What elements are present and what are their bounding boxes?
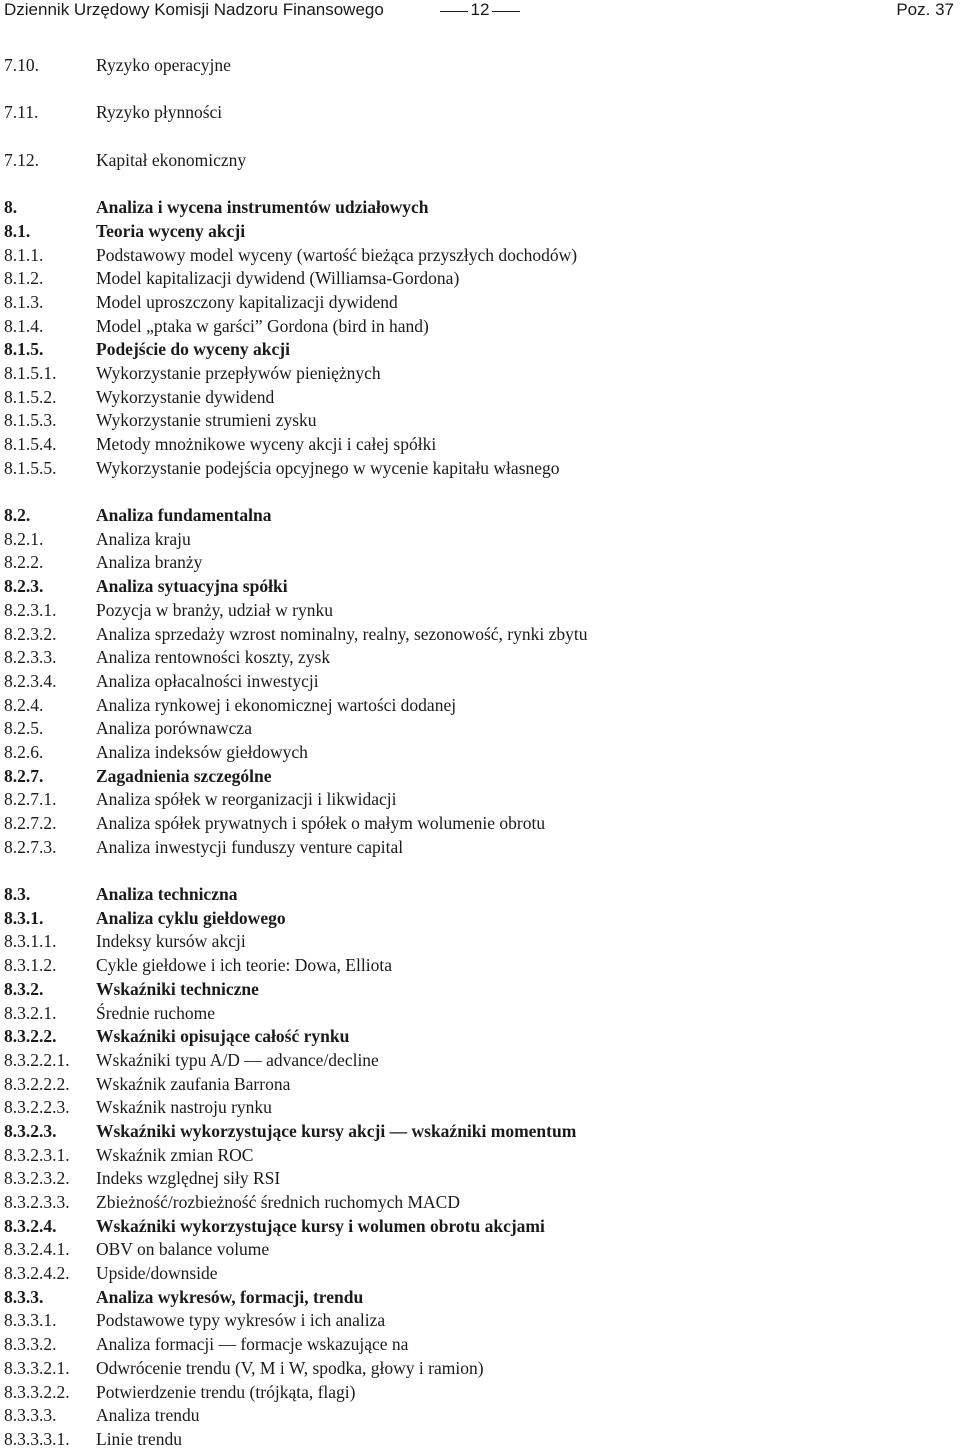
toc-entry-title: Analiza sytuacyjna spółki bbox=[96, 576, 288, 597]
page-header bbox=[0, 0, 960, 24]
journal-title: Dziennik Urzędowy Komisji Nadzoru Finansowego bbox=[4, 0, 384, 19]
toc-entry-number: 8.1.5.2. bbox=[4, 386, 57, 407]
toc-entry-title: Zbieżność/rozbieżność średnich ruchomych MACD bbox=[96, 1192, 460, 1212]
toc-entry bbox=[0, 930, 960, 954]
toc-entry-title: Analiza spółek w reorganizacji i likwidacji bbox=[96, 789, 397, 810]
toc-entry-title: Analiza i wycena instrumentów udziałowych bbox=[96, 197, 429, 218]
toc-entry bbox=[0, 836, 960, 860]
toc-entry-title: Analiza fundamentalna bbox=[96, 505, 272, 526]
toc-entry-number: 8.3.2.4.2. bbox=[4, 1263, 70, 1284]
toc-entry bbox=[0, 386, 960, 410]
toc-entry-number: 8.3.1. bbox=[4, 907, 44, 928]
toc-entry bbox=[0, 338, 960, 362]
toc-entry bbox=[0, 646, 960, 670]
toc-entry-title: Wykorzystanie podejścia opcyjnego w wycenie kapitału własnego bbox=[96, 457, 560, 478]
toc-entry-number: 7.10. bbox=[4, 55, 39, 75]
toc-entry-number: 8.2.3.3. bbox=[4, 647, 57, 668]
toc-entry bbox=[0, 1428, 960, 1452]
toc-entry-number: 8.2.3.2. bbox=[4, 623, 57, 644]
toc-entry-title: Cykle giełdowe i ich teorie: Dowa, Elliota bbox=[96, 955, 392, 976]
toc-entry bbox=[0, 504, 960, 528]
toc-entry bbox=[0, 765, 960, 789]
page-number-dash-right bbox=[492, 11, 520, 12]
toc-entry bbox=[0, 551, 960, 575]
toc-entry-title: Analiza porównawcza bbox=[96, 718, 252, 739]
toc-entry-title: Wskaźniki wykorzystujące kursy i wolumen obrotu akcjami bbox=[96, 1215, 545, 1236]
toc-entry-number: 8.1.5. bbox=[4, 339, 44, 360]
toc-entry bbox=[0, 1025, 960, 1049]
toc-entry bbox=[0, 741, 960, 765]
toc-entry-number: 8.3.3.2.1. bbox=[4, 1357, 70, 1378]
toc-entry-number: 8.2.7.2. bbox=[4, 813, 57, 833]
toc-entry-title: Wskaźnik nastroju rynku bbox=[96, 1097, 272, 1118]
toc-entry-number: 8.2.3. bbox=[4, 576, 44, 597]
toc-entry-number: 8.1.1. bbox=[4, 244, 44, 265]
toc-entry bbox=[0, 220, 960, 244]
toc-entry bbox=[0, 315, 960, 339]
toc-entry-title: Odwrócenie trendu (V, M i W, spodka, głowy i ramion) bbox=[96, 1357, 484, 1378]
toc-entry-number: 8.3.3.1. bbox=[4, 1310, 57, 1331]
toc-entry-title: Wskaźniki opisujące całość rynku bbox=[96, 1026, 350, 1047]
toc-entry bbox=[0, 1144, 960, 1168]
toc-entry bbox=[0, 1049, 960, 1073]
toc-entry-number: 8.3. bbox=[4, 884, 31, 905]
toc-entry-title: Upside/downside bbox=[96, 1263, 218, 1284]
toc-entry bbox=[0, 457, 960, 481]
position-number: Poz. 37 bbox=[896, 0, 954, 19]
toc-entry-number: 8.3.3.2. bbox=[4, 1334, 57, 1355]
toc-entry bbox=[0, 670, 960, 694]
toc-entry-title: Teoria wyceny akcji bbox=[96, 220, 246, 241]
toc-entry-title: Metody mnożnikowe wyceny akcji i całej spółki bbox=[96, 434, 437, 454]
toc-entry bbox=[0, 812, 960, 836]
toc-entry-number: 8. bbox=[4, 197, 18, 218]
toc-entry bbox=[0, 1167, 960, 1191]
toc-entry-title: Linie trendu bbox=[96, 1428, 183, 1449]
toc-entry-number: 8.2.7.3. bbox=[4, 836, 57, 857]
toc-spacer bbox=[0, 125, 960, 149]
toc-entry bbox=[0, 907, 960, 931]
toc-entry-number: 8.2.5. bbox=[4, 718, 44, 739]
toc-entry-number: 8.1.5.3. bbox=[4, 410, 57, 431]
toc-entry bbox=[0, 575, 960, 599]
toc-entry-number: 8.3.2.4.1. bbox=[4, 1239, 70, 1260]
toc-entry bbox=[0, 1238, 960, 1262]
toc-entry-number: 8.1.3. bbox=[4, 291, 44, 312]
toc-entry-number: 8.3.1.1. bbox=[4, 931, 57, 952]
toc-entry bbox=[0, 1002, 960, 1026]
toc-entry-title: Wykorzystanie dywidend bbox=[96, 386, 275, 407]
toc-entry-number: 8.3.2.4. bbox=[4, 1215, 57, 1236]
toc-entry bbox=[0, 1191, 960, 1215]
toc-spacer bbox=[0, 172, 960, 196]
toc-entry-number: 8.1. bbox=[4, 220, 31, 241]
toc-entry-title: Model kapitalizacji dywidend (Williamsa-Gordona) bbox=[96, 268, 460, 289]
toc-entry-number: 8.3.3.3. bbox=[4, 1405, 57, 1426]
toc-entry bbox=[0, 1309, 960, 1333]
toc-entry bbox=[0, 694, 960, 718]
toc-entry-number: 8.2.7. bbox=[4, 765, 44, 786]
toc-entry-number: 8.3.2.2. bbox=[4, 1026, 57, 1047]
toc-entry-title: Analiza kraju bbox=[96, 528, 191, 549]
toc-entry-number: 7.12. bbox=[4, 149, 39, 170]
toc-entry bbox=[0, 54, 960, 78]
toc-entry bbox=[0, 599, 960, 623]
toc-entry-title: Ryzyko operacyjne bbox=[96, 55, 231, 75]
toc-entry-number: 8.1.5.4. bbox=[4, 434, 57, 454]
toc-entry-title: Analiza rynkowej i ekonomicznej wartości dodanej bbox=[96, 694, 457, 715]
toc-entry-title: Analiza opłacalności inwestycji bbox=[96, 670, 319, 691]
toc-entry-title: Wykorzystanie strumieni zysku bbox=[96, 410, 317, 431]
toc-entry-number: 8.2.1. bbox=[4, 528, 44, 549]
toc-entry-number: 8.3.2. bbox=[4, 978, 44, 999]
toc-entry-title: Podejście do wyceny akcji bbox=[96, 339, 290, 360]
toc-entry-number: 8.1.5.5. bbox=[4, 457, 57, 478]
toc-entry-number: 8.3.1.2. bbox=[4, 955, 57, 976]
toc-entry-title: Analiza rentowności koszty, zysk bbox=[96, 647, 331, 668]
table-of-contents bbox=[0, 54, 960, 1452]
toc-entry bbox=[0, 717, 960, 741]
toc-entry-title: Wskaźniki techniczne bbox=[96, 978, 259, 999]
toc-entry bbox=[0, 149, 960, 173]
toc-entry bbox=[0, 1333, 960, 1357]
toc-entry bbox=[0, 883, 960, 907]
toc-spacer bbox=[0, 480, 960, 504]
toc-entry bbox=[0, 362, 960, 386]
toc-entry bbox=[0, 1381, 960, 1405]
toc-entry-title: Analiza sprzedaży wzrost nominalny, realny, sezonowość, rynki zbytu bbox=[96, 623, 588, 644]
toc-entry-number: 8.2.4. bbox=[4, 694, 44, 715]
toc-entry-title: Wskaźnik zaufania Barrona bbox=[96, 1073, 291, 1094]
toc-entry-title: Podstawowy model wyceny (wartość bieżąca przyszłych dochodów) bbox=[96, 244, 578, 265]
toc-entry-title: Analiza cyklu giełdowego bbox=[96, 907, 286, 928]
toc-entry-title: Indeksy kursów akcji bbox=[96, 931, 246, 952]
toc-entry-title: Wskaźniki wykorzystujące kursy akcji — wskaźniki momentum bbox=[96, 1120, 577, 1141]
toc-spacer bbox=[0, 78, 960, 102]
toc-entry-number: 8.3.2.3.1. bbox=[4, 1144, 70, 1165]
toc-entry-number: 8.3.3.3.1. bbox=[4, 1428, 70, 1449]
toc-entry bbox=[0, 1286, 960, 1310]
toc-entry-title: Kapitał ekonomiczny bbox=[96, 149, 247, 170]
toc-entry bbox=[0, 1357, 960, 1381]
toc-entry-title: Model „ptaka w garści” Gordona (bird in hand) bbox=[96, 315, 429, 336]
toc-entry-number: 8.3.2.3.2. bbox=[4, 1168, 70, 1189]
toc-entry-title: OBV on balance volume bbox=[96, 1239, 270, 1260]
toc-entry-title: Wskaźniki typu A/D — advance/decline bbox=[96, 1049, 379, 1070]
toc-entry-number: 8.2.6. bbox=[4, 741, 44, 762]
toc-entry-title: Wskaźnik zmian ROC bbox=[96, 1144, 254, 1165]
toc-entry-title: Ryzyko płynności bbox=[96, 102, 223, 123]
toc-entry-title: Analiza spółek prywatnych i spółek o małym wolumenie obrotu bbox=[96, 813, 546, 833]
toc-entry-number: 8.3.3.2.2. bbox=[4, 1381, 70, 1402]
toc-entry-number: 8.1.5.1. bbox=[4, 362, 57, 383]
toc-entry-number: 8.2.2. bbox=[4, 552, 44, 573]
toc-entry-number: 8.2.3.1. bbox=[4, 599, 57, 620]
toc-entry bbox=[0, 1096, 960, 1120]
toc-entry bbox=[0, 1120, 960, 1144]
toc-entry-title: Indeks względnej siły RSI bbox=[96, 1168, 281, 1189]
toc-entry-number: 8.3.2.3.3. bbox=[4, 1192, 70, 1212]
toc-entry bbox=[0, 1262, 960, 1286]
toc-entry bbox=[0, 1404, 960, 1428]
toc-entry-number: 8.1.2. bbox=[4, 268, 44, 289]
toc-entry bbox=[0, 623, 960, 647]
toc-entry bbox=[0, 1073, 960, 1097]
toc-entry-title: Analiza techniczna bbox=[96, 884, 238, 905]
toc-entry-number: 8.2.7.1. bbox=[4, 789, 57, 810]
toc-entry-title: Analiza wykresów, formacji, trendu bbox=[96, 1286, 364, 1307]
toc-entry-number: 7.11. bbox=[4, 102, 39, 123]
toc-entry bbox=[0, 409, 960, 433]
toc-entry-title: Średnie ruchome bbox=[96, 1002, 216, 1023]
toc-spacer bbox=[0, 859, 960, 883]
toc-entry-number: 8.3.2.1. bbox=[4, 1002, 57, 1023]
toc-entry-number: 8.2.3.4. bbox=[4, 670, 57, 691]
toc-entry bbox=[0, 433, 960, 457]
page-number: 12 bbox=[470, 0, 490, 19]
toc-entry-title: Analiza inwestycji funduszy venture capital bbox=[96, 836, 404, 857]
toc-entry bbox=[0, 978, 960, 1002]
toc-entry-title: Analiza trendu bbox=[96, 1405, 200, 1426]
toc-entry-title: Model uproszczony kapitalizacji dywidend bbox=[96, 291, 398, 312]
toc-entry-number: 8.3.2.2.1. bbox=[4, 1049, 70, 1070]
toc-entry-title: Analiza indeksów giełdowych bbox=[96, 741, 308, 762]
toc-entry-number: 8.2. bbox=[4, 505, 31, 526]
toc-entry-number: 8.3.2.2.3. bbox=[4, 1097, 70, 1118]
toc-entry-title: Analiza formacji — formacje wskazujące na bbox=[96, 1334, 409, 1355]
toc-entry-title: Podstawowe typy wykresów i ich analiza bbox=[96, 1310, 386, 1331]
toc-entry-number: 8.1.4. bbox=[4, 315, 44, 336]
toc-entry bbox=[0, 101, 960, 125]
toc-entry-title: Zagadnienia szczególne bbox=[96, 765, 272, 786]
toc-entry-title: Pozycja w branży, udział w rynku bbox=[96, 599, 333, 620]
toc-entry-number: 8.3.3. bbox=[4, 1286, 44, 1307]
toc-entry bbox=[0, 196, 960, 220]
toc-entry bbox=[0, 954, 960, 978]
toc-entry bbox=[0, 788, 960, 812]
toc-entry bbox=[0, 267, 960, 291]
toc-entry-title: Wykorzystanie przepływów pieniężnych bbox=[96, 362, 381, 383]
toc-entry bbox=[0, 1215, 960, 1239]
toc-entry bbox=[0, 528, 960, 552]
toc-entry-number: 8.3.2.3. bbox=[4, 1120, 57, 1141]
toc-entry bbox=[0, 244, 960, 268]
toc-entry-number: 8.3.2.2.2. bbox=[4, 1073, 70, 1094]
toc-entry-title: Potwierdzenie trendu (trójkąta, flagi) bbox=[96, 1381, 356, 1402]
toc-entry-title: Analiza branży bbox=[96, 552, 203, 573]
toc-entry bbox=[0, 291, 960, 315]
